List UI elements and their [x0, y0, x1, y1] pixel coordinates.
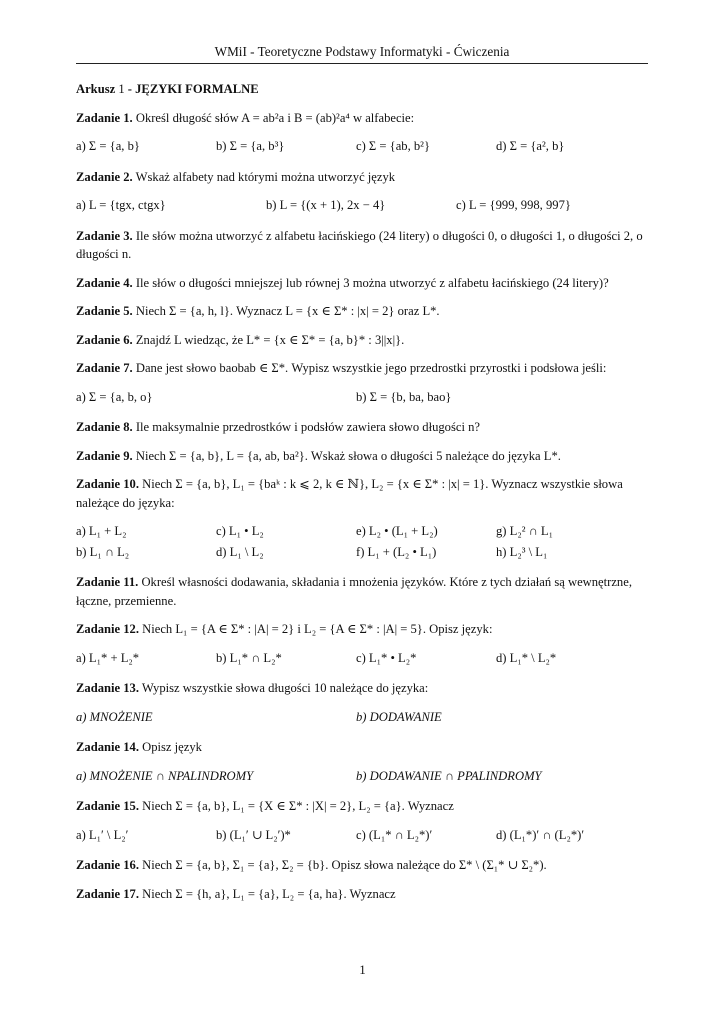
exercise-sheet	[76, 80, 648, 913]
option-c: c) Σ = {ab, b²}	[356, 139, 431, 153]
option-e: e) L₂ • (L₁ + L₂)	[356, 524, 438, 538]
option-a: a) L₁* + L₂*	[76, 650, 140, 665]
option-a: a) L₁ + L₂	[76, 524, 127, 538]
task-15	[76, 797, 648, 816]
arkusz-label: Arkusz	[76, 82, 116, 96]
task-heading: Zadanie 7.	[76, 361, 133, 375]
task-heading: Zadanie 10.	[76, 477, 139, 491]
task-17	[76, 885, 648, 904]
option-c: c) (L₁* ∩ L₂*)′	[356, 827, 433, 842]
task-12-options	[76, 649, 648, 668]
option-b: b) Σ = {b, ba, bao}	[356, 389, 452, 404]
option-b: b) L = {(x + 1), 2x − 4}	[266, 198, 386, 212]
task-text: Niech Σ = {a, b}, L₁ = {baᵏ : k ⩽ 2, k ∈ ℕ}, L₂ = {x ∈ Σ* : |x| = 1}. Wyznacz wszystkie słowa należące do języka:	[76, 477, 623, 510]
task-9	[76, 447, 648, 466]
task-heading: Zadanie 1.	[76, 110, 133, 125]
task-heading: Zadanie 15.	[76, 799, 139, 813]
sheet-title	[76, 80, 648, 99]
option-b: b) DODAWANIE	[356, 709, 442, 724]
task-text: Określ długość słów A = ab²a i B = (ab)²a⁴ w alfabecie:	[135, 110, 415, 125]
option-c: c) L₁ • L₂	[216, 524, 264, 538]
task-1-options	[76, 137, 648, 156]
task-text: Wskaż alfabety nad którymi można utworzyć język	[135, 169, 396, 184]
task-text: Określ własności dodawania, składania i mnożenia języków. Które z tych działań są wewnętrzne, łączne, przemienne.	[76, 575, 632, 608]
task-text: Opisz język	[142, 740, 202, 754]
task-text: Niech Σ = {a, b}, L = {a, ab, ba²}. Wskaż słowa o długości 5 należące do języka L*.	[135, 448, 561, 463]
task-6	[76, 331, 648, 350]
arkusz-title: - JĘZYKI FORMALNE	[127, 82, 259, 96]
task-heading: Zadanie 14.	[76, 740, 139, 754]
task-heading: Zadanie 11.	[76, 575, 139, 589]
task-14-options	[76, 767, 648, 786]
task-10-options	[76, 522, 648, 561]
option-a: a) L = {tgx, ctgx}	[76, 198, 166, 212]
option-c: c) L₁* • L₂*	[356, 650, 417, 665]
task-text: Niech Σ = {a, h, l}. Wyznacz L = {x ∈ Σ* : |x| = 2} oraz L*.	[135, 304, 440, 318]
option-d: d) L₁* \ L₂*	[496, 650, 557, 665]
option-h: h) L₂³ \ L₁	[496, 544, 548, 559]
task-4	[76, 274, 648, 293]
option-d: d) (L₁*)′ ∩ (L₂*)′	[496, 827, 585, 842]
task-text: Niech Σ = {h, a}, L₁ = {a}, L₂ = {a, ha}. Wyznacz	[142, 886, 396, 901]
task-text: Ile słów o długości mniejszej lub równej 3 można utworzyć z alfabetu łacińskiego (24 litery)?	[135, 275, 609, 290]
task-2	[76, 168, 648, 187]
task-16	[76, 856, 648, 875]
option-a: a) MNOŻENIE ∩ NPALINDROMY	[76, 768, 254, 783]
task-5	[76, 302, 648, 321]
option-a: a) MNOŻENIE	[76, 709, 153, 724]
task-text: Niech Σ = {a, b}, Σ₁ = {a}, Σ₂ = {b}. Opisz słowa należące do Σ* \ (Σ₁* ∪ Σ₂*).	[142, 858, 547, 872]
arkusz-number: 1	[118, 82, 125, 96]
task-heading: Zadanie 5.	[76, 304, 133, 318]
option-g: g) L₂² ∩ L₁	[496, 524, 553, 538]
task-text: Ile maksymalnie przedrostków i podsłów zawiera słowo długości n?	[135, 420, 480, 434]
task-text: Ile słów można utworzyć z alfabetu łacińskiego (24 litery) o długości 0, o długości 1, o długości 2, o długości n.	[76, 228, 643, 261]
task-12	[76, 620, 648, 639]
task-10	[76, 475, 648, 512]
option-c: c) L = {999, 998, 997}	[456, 198, 571, 212]
option-d: d) Σ = {a², b}	[496, 139, 565, 153]
option-a: a) Σ = {a, b}	[76, 139, 140, 153]
page-header: WMiI - Teoretyczne Podstawy Informatyki - Ćwiczenia	[76, 44, 648, 64]
task-15-options	[76, 826, 648, 845]
task-1	[76, 109, 648, 128]
option-b: b) DODAWANIE ∩ PPALINDROMY	[356, 768, 542, 783]
task-text: Niech L₁ = {A ∈ Σ* : |A| = 2} i L₂ = {A ∈ Σ* : |A| = 5}. Opisz język:	[142, 622, 493, 636]
option-f: f) L₁ + (L₂ • L₁)	[356, 544, 437, 559]
task-text: Niech Σ = {a, b}, L₁ = {X ∈ Σ* : |X| = 2}, L₂ = {a}. Wyznacz	[142, 799, 454, 813]
task-2-options	[76, 196, 648, 215]
task-14	[76, 738, 648, 757]
option-b: b) L₁* ∩ L₂*	[216, 650, 282, 665]
task-heading: Zadanie 6.	[76, 332, 133, 347]
task-heading: Zadanie 4.	[76, 275, 133, 290]
option-d: d) L₁ \ L₂	[216, 544, 264, 559]
task-7-options	[76, 388, 648, 407]
task-heading: Zadanie 16.	[76, 858, 139, 872]
task-heading: Zadanie 2.	[76, 169, 133, 184]
task-13-options	[76, 708, 648, 727]
task-heading: Zadanie 12.	[76, 622, 139, 636]
task-13	[76, 679, 648, 698]
task-heading: Zadanie 13.	[76, 681, 139, 695]
task-heading: Zadanie 8.	[76, 420, 133, 434]
task-text: Dane jest słowo baobab ∈ Σ*. Wypisz wszystkie jego przedrostki przyrostki i podsłowa jeśli:	[135, 361, 607, 375]
option-b: b) Σ = {a, b³}	[216, 139, 285, 153]
option-b: b) L₁ ∩ L₂	[76, 544, 130, 559]
task-heading: Zadanie 17.	[76, 886, 139, 901]
option-a: a) Σ = {a, b, o}	[76, 389, 153, 404]
page-number: 1	[359, 962, 366, 977]
task-3	[76, 227, 648, 264]
task-heading: Zadanie 9.	[76, 448, 133, 463]
option-a: a) L₁′ \ L₂′	[76, 827, 129, 842]
task-text: Wypisz wszystkie słowa długości 10 należące do języka:	[141, 681, 429, 695]
task-8	[76, 418, 648, 437]
option-b: b) (L₁′ ∪ L₂′)*	[216, 827, 291, 842]
task-11	[76, 573, 648, 610]
task-heading: Zadanie 3.	[76, 228, 133, 243]
task-7	[76, 359, 648, 378]
task-text: Znajdź L wiedząc, że L* = {x ∈ Σ* = {a, b}* : 3||x|}.	[135, 332, 405, 347]
